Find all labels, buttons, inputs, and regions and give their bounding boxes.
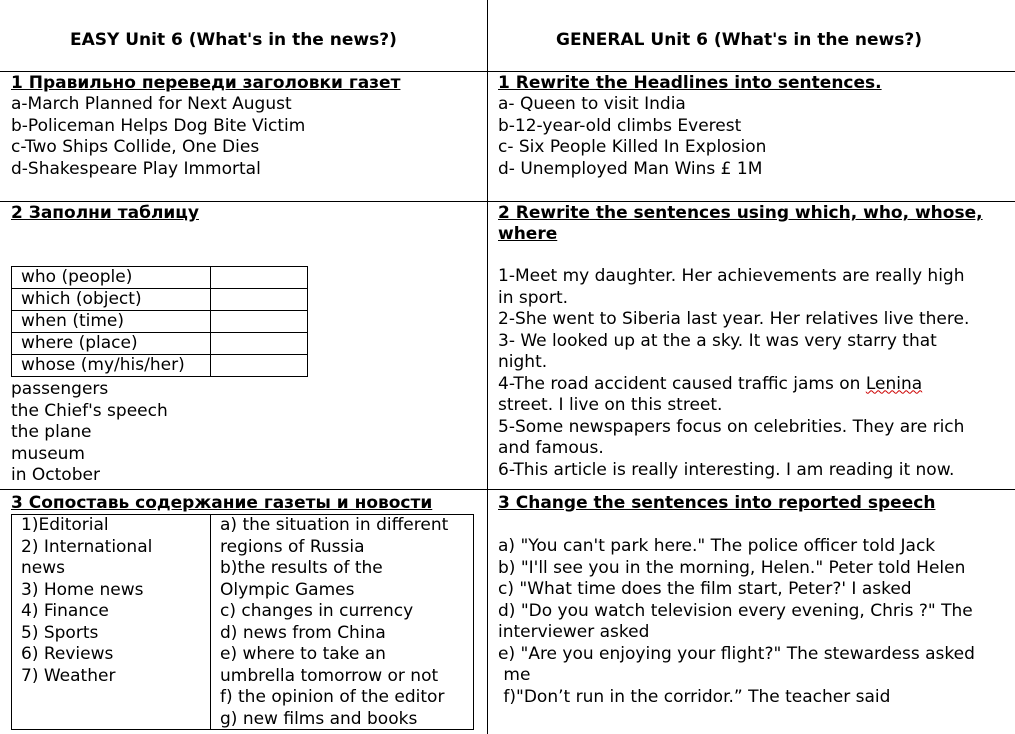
- general-task1-item: d- Unemployed Man Wins £ 1M: [498, 158, 763, 179]
- table-cell-answer[interactable]: [211, 311, 308, 333]
- row-divider-1: [0, 201, 1015, 202]
- table-row: [12, 311, 308, 333]
- speech-line: me: [498, 665, 531, 685]
- speech-line: f)"Don’t run in the corridor.” The teacher said: [498, 686, 891, 707]
- match-left-item: 4) Finance: [21, 601, 109, 621]
- table-cell-label: when (time): [12, 311, 211, 333]
- general-task2-sentences: [498, 266, 969, 481]
- sentence-line-lenina: [498, 374, 969, 396]
- sentence-text: 4-The road accident caused traffic jams on: [498, 373, 866, 394]
- match-right-item: c) changes in currency: [220, 601, 414, 621]
- general-task2: [498, 203, 983, 245]
- general-task1-item: c- Six People Killed In Explosion: [498, 137, 767, 157]
- fill-table: [11, 266, 308, 377]
- match-right-item: b)the results of the: [220, 558, 383, 578]
- match-right-item: a) the situation in different: [220, 515, 449, 535]
- easy-task1-item: d-Shakespeare Play Immortal: [11, 158, 261, 179]
- general-task2-title-cont: where: [498, 224, 558, 244]
- easy-task2-words: [11, 379, 168, 487]
- match-right-item: umbrella tomorrow or not: [220, 665, 439, 686]
- sentence-line: in sport.: [498, 287, 569, 308]
- word-item: museum: [11, 443, 85, 464]
- speech-line: interviewer asked: [498, 622, 650, 642]
- speech-line: a) "You can't park here." The police officer told Jack: [498, 536, 936, 556]
- match-left-column: [12, 515, 211, 729]
- sentence-line: night.: [498, 352, 548, 372]
- general-task1: [498, 73, 882, 180]
- table-cell-answer[interactable]: [211, 333, 308, 355]
- easy-task3-title-text: 3 Сопоставь содержание газеты и новости: [11, 493, 433, 513]
- table-cell-answer[interactable]: [211, 355, 308, 377]
- match-left-item: 3) Home news: [21, 579, 144, 600]
- easy-task1: [11, 73, 400, 180]
- match-left-item: news: [21, 558, 65, 578]
- general-task3-title-text: 3 Change the sentences into reported speech: [498, 493, 936, 513]
- table-cell-answer[interactable]: [211, 289, 308, 311]
- table-cell-label: where (place): [12, 333, 211, 355]
- general-task1-item: a- Queen to visit India: [498, 94, 686, 114]
- sentence-line: 1-Meet my daughter. Her achievements are really high: [498, 266, 965, 286]
- easy-task3-title: [11, 493, 432, 514]
- sentence-line: 3- We looked up at the a sky. It was very starry that: [498, 330, 937, 351]
- table-row: [12, 355, 308, 377]
- speech-line: d) "Do you watch television every evening, Chris ?" The: [498, 600, 973, 621]
- general-task1-item: b-12-year-old climbs Everest: [498, 115, 742, 136]
- spellcheck-word: Lenina: [865, 373, 923, 394]
- general-header: GENERAL Unit 6 (What's in the news?): [556, 30, 923, 50]
- table-row: [12, 267, 308, 289]
- match-right-item: d) news from China: [220, 622, 386, 643]
- match-right-item: e) where to take an: [220, 644, 386, 664]
- easy-task2-title-text: 2 Заполни таблицу: [11, 203, 199, 223]
- easy-task1-item: b-Policeman Helps Dog Bite Victim: [11, 115, 306, 136]
- speech-line: c) "What time does the film start, Peter?' I asked: [498, 579, 912, 599]
- table-row: [12, 289, 308, 311]
- match-right-item: f) the opinion of the editor: [220, 687, 445, 707]
- row-divider-header: [0, 71, 1015, 72]
- word-item: in October: [11, 465, 100, 485]
- match-right-column: [211, 515, 473, 729]
- table-cell-answer[interactable]: [211, 267, 308, 289]
- word-item: passengers: [11, 379, 109, 399]
- sentence-line: street. I live on this street.: [498, 395, 723, 415]
- easy-task2-title: [11, 203, 199, 224]
- match-right-item: regions of Russia: [220, 536, 365, 557]
- sentence-line: and famous.: [498, 438, 604, 458]
- table-cell-label: whose (my/his/her): [12, 355, 211, 377]
- easy-task1-title: 1 Правильно переведи заголовки газет: [11, 73, 401, 93]
- sentence-line: 5-Some newspapers focus on celebrities. They are rich: [498, 416, 965, 437]
- easy-task1-item: c-Two Ships Collide, One Dies: [11, 137, 260, 157]
- speech-line: e) "Are you enjoying your flight?" The stewardess asked: [498, 643, 975, 664]
- match-right-item: Olympic Games: [220, 579, 355, 600]
- match-left-item: 2) International: [21, 536, 153, 557]
- table-cell-label: which (object): [12, 289, 211, 311]
- word-item: the Chief's speech: [11, 400, 168, 421]
- general-task1-title: 1 Rewrite the Headlines into sentences.: [498, 73, 882, 93]
- column-divider: [487, 0, 488, 734]
- easy-header: EASY Unit 6 (What's in the news?): [70, 30, 397, 50]
- general-task2-title: 2 Rewrite the sentences using which, who, whose,: [498, 203, 983, 223]
- table-row: [12, 333, 308, 355]
- general-task3-sentences: [498, 536, 975, 708]
- row-divider-2: [0, 489, 1015, 490]
- easy-task1-item: a-March Planned for Next August: [11, 94, 292, 114]
- match-left-item: 5) Sports: [21, 622, 99, 643]
- general-task3-title: [498, 493, 935, 514]
- table-cell-label: who (people): [12, 267, 211, 289]
- match-left-item: 1)Editorial: [21, 515, 109, 535]
- sentence-line: 2-She went to Siberia last year. Her relatives live there.: [498, 309, 970, 329]
- match-table: [11, 514, 474, 730]
- match-right-item: g) new films and books: [220, 708, 418, 729]
- word-item: the plane: [11, 422, 92, 442]
- sentence-line: 6-This article is really interesting. I am reading it now.: [498, 459, 955, 480]
- match-left-item: 7) Weather: [21, 665, 116, 686]
- speech-line: b) "I'll see you in the morning, Helen." Peter told Helen: [498, 557, 966, 578]
- match-left-item: 6) Reviews: [21, 644, 114, 664]
